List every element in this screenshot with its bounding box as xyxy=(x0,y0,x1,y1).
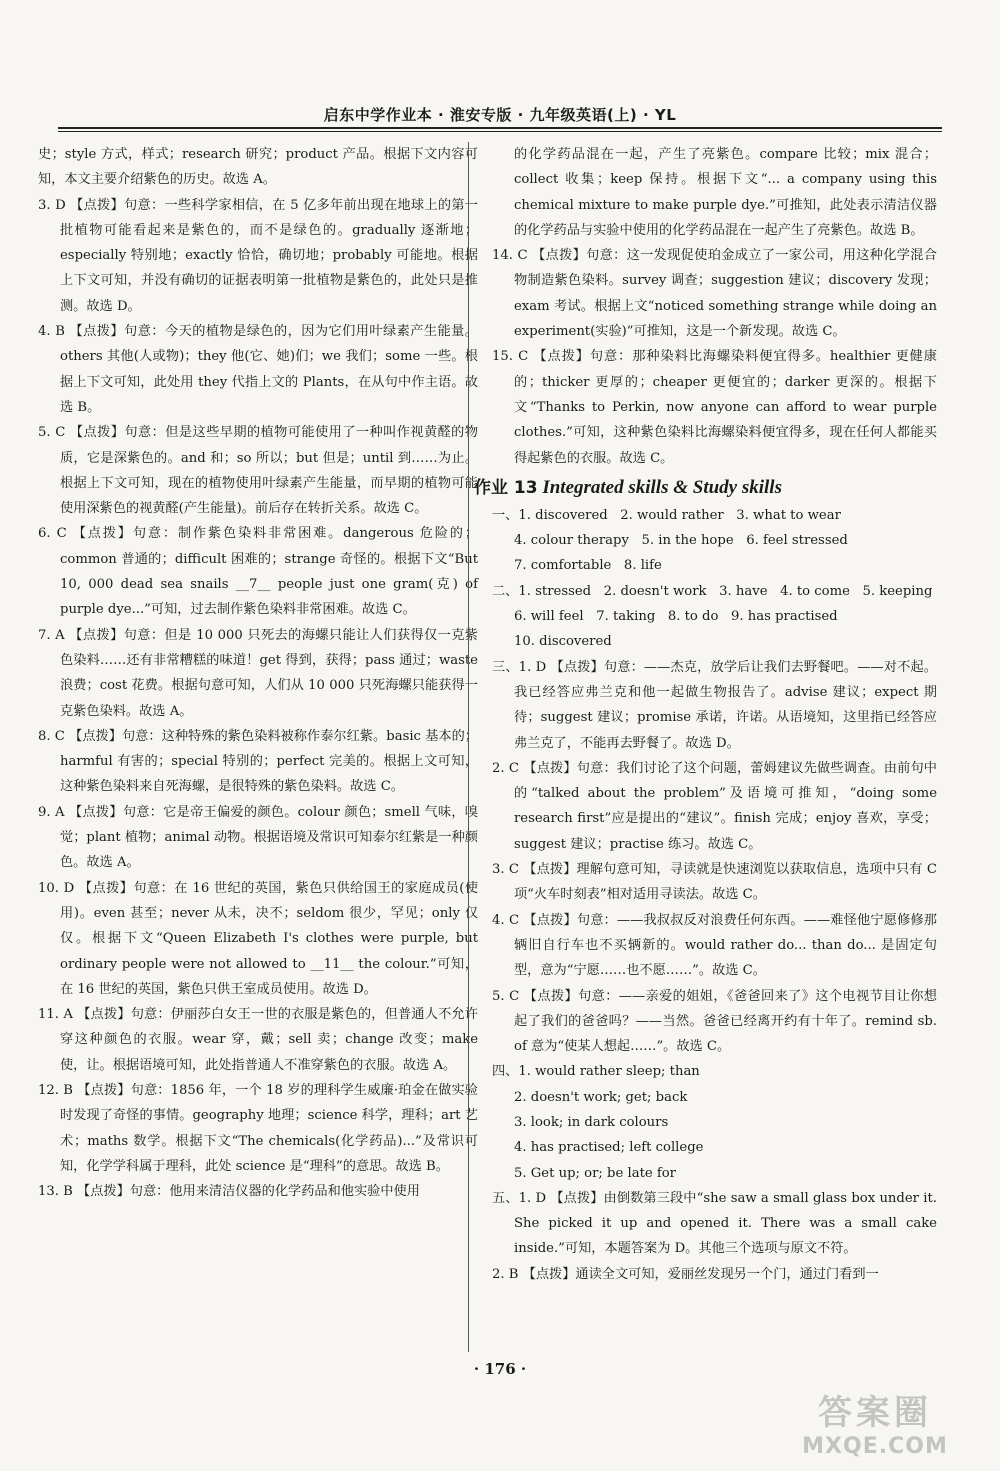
answer-item: 3. C 【点拨】理解句意可知，寻读就是快速浏览以获取信息，选项中只有 C 项“火车时刻表”相对适用寻读法。故选 C。 xyxy=(492,862,937,903)
answer-line: 3. look; in dark colours xyxy=(514,1114,669,1130)
answer-line: 4. colour therapy 5. in the hope 6. feel stressed xyxy=(514,533,848,549)
answer-item: 史；style 方式，样式；research 研究；product 产品。根据下文内容可知，本文主要介绍紫色的历史。故选 A。 xyxy=(38,147,478,188)
answer-item: 10. D 【点拨】句意：在 16 世纪的英国，紫色只供给国王的家庭成员(使用)。even 甚至；never 从未，决不；seldom 很少，罕见；only 仅仅。根据下文“Queen Elizabeth I's clothes were purple, but ordinary people were not allowed to __11__ the colour.”可知，在 16 世纪的英国，紫色只供王室成员使用。故选 D。 xyxy=(38,880,478,997)
answer-item: 7. A 【点拨】句意：但是 10 000 只死去的海螺只能让人们获得仅一克紫色染料……还有非常糟糕的味道！get 得到，获得；pass 通过；waste 浪费；cost 花费。根据句意可知，人们从 10 000 只死海螺只能获得一克紫色染料。故选 A。 xyxy=(38,627,478,719)
section-title xyxy=(474,473,937,503)
header-rule xyxy=(58,127,942,132)
watermark-logo xyxy=(780,1385,970,1459)
answer-item: 2. B 【点拨】通读全文可知，爱丽丝发现另一个门，通过门看到一 xyxy=(492,1266,879,1282)
answer-line: 4. has practised; left college xyxy=(514,1140,704,1156)
answer-item: 13. B 【点拨】句意：他用来清洁仪器的化学药品和他实验中使用 xyxy=(38,1184,420,1200)
answer-line: 6. will feel 7. taking 8. to do 9. has practised xyxy=(514,609,838,625)
right-column xyxy=(474,142,937,1287)
answer-line: 2. doesn't work; get; back xyxy=(514,1089,688,1105)
left-column xyxy=(38,142,478,1204)
answer-item: 4. C 【点拨】句意：——我叔叔反对浪费任何东西。——难怪他宁愿修修那辆旧自行车也不买辆新的。would rather do... than do... 是固定句型，意为“宁愿……也不愿……”。故选 C。 xyxy=(492,912,937,979)
answer-line: 10. discovered xyxy=(514,634,612,650)
answer-line: 二、1. stressed 2. doesn't work 3. have 4. to come 5. keeping xyxy=(492,583,933,599)
answer-item: 三、1. D 【点拨】句意：——杰克，放学后让我们去野餐吧。——对不起。我已经答应弗兰克和他一起做生物报告了。advise 建议；expect 期待；suggest 建议；promise 承诺，许诺。从语境知，这里指已经答应弗兰克了，不能再去野餐了。故选 D。 xyxy=(492,659,937,751)
watermark-url: MXQE.COM xyxy=(802,1434,948,1459)
answer-line: 5. Get up; or; be late for xyxy=(514,1165,676,1181)
column-divider xyxy=(468,142,469,1352)
watermark-text: 答案圈 xyxy=(818,1393,932,1433)
section-prefix: 作业 13 xyxy=(474,477,538,498)
answer-item: 5. C 【点拨】句意：但是这些早期的植物可能使用了一种叫作视黄醛的物质，它是深紫色的。and 和；so 所以；but 但是；until 到……为止。根据上下文可知，现在的植物使用叶绿素产生能量，而早期的植物可能使用深紫色的视黄醛(产生能量)。前后存在转折关系。故选 C。 xyxy=(38,425,478,517)
answer-item: 15. C 【点拨】句意：那种染料比海螺染料便宜得多。healthier 更健康的；thicker 更厚的；cheaper 更便宜的；darker 更深的。根据下文“Thanks to Perkin, now anyone can afford to wear purple clothes.”可知，这种紫色染料比海螺染料便宜得多，现在任何人都能买得起紫色的衣服。故选 C。 xyxy=(492,349,937,466)
answer-item: 的化学药品混在一起，产生了亮紫色。compare 比较；mix 混合；collect 收集；keep 保持。根据下文“... a company using this chemical mixture to make purple dye.”可推知，此处表示清洁仪器的化学药品与实验中使用的化学药品混在一起产生了亮紫色。故选 B。 xyxy=(514,147,937,238)
answer-item: 3. D 【点拨】句意：一些科学家相信，在 5 亿多年前出现在地球上的第一批植物可能看起来是紫色的，而不是绿色的。gradually 逐渐地；especially 特别地；exactly 恰恰，确切地；probably 可能地。根据上下文可知，并没有确切的证据表明第一批植物是紫色的，此处只是推测。故选 D。 xyxy=(38,197,478,314)
section-heading: Integrated skills & Study skills xyxy=(542,476,782,498)
answer-item: 2. C 【点拨】句意：我们讨论了这个问题，蕾姆建议先做些调查。由前句中的“talked about the problem”及语境可推知，“doing some research first”应是提出的“建议”。finish 完成；enjoy 喜欢，享受；suggest 建议；practise 练习。故选 C。 xyxy=(492,760,937,852)
answer-item: 14. C 【点拨】句意：这一发现促使珀金成立了一家公司，用这种化学混合物制造紫色染料。survey 调查；suggestion 建议；discovery 发现；exam 考试。根据上文“noticed something strange while doing an experiment(实验)”可推知，这是一个新发现。故选 C。 xyxy=(492,248,937,340)
answer-item: 11. A 【点拨】句意：伊丽莎白女王一世的衣服是紫色的，但普通人不允许穿这种颜色的衣服。wear 穿，戴；sell 卖；change 改变；make 使，让。根据语境可知，此处指普通人不准穿紫色的衣服。故选 A。 xyxy=(38,1007,478,1073)
answer-line: 7. comfortable 8. life xyxy=(514,558,662,574)
answer-line: 一、1. discovered 2. would rather 3. what to wear xyxy=(492,507,841,523)
answer-item: 9. A 【点拨】句意：它是帝王偏爱的颜色。colour 颜色；smell 气味，嗅觉；plant 植物；animal 动物。根据语境及常识可知泰尔红紫是一种颜色。故选 A。 xyxy=(38,804,478,871)
page-header: 启东中学作业本 · 淮安专版 · 九年级英语(上) · YL xyxy=(323,106,677,124)
page-number: · 176 · xyxy=(473,1360,527,1378)
answer-item: 12. B 【点拨】句意：1856 年，一个 18 岁的理科学生威廉·珀金在做实验时发现了奇怪的事情。geography 地理；science 科学，理科；art 艺术；maths 数学。根据下文“The chemicals(化学药品)...”及常识可知，化学学科属于理科，此处 science 是“理科”的意思。故选 B。 xyxy=(38,1082,478,1174)
answer-item: 五、1. D 【点拨】由倒数第三段中“she saw a small glass box under it. She picked it up and opened it. There was a small cake inside.”可知，本题答案为 D。其他三个选项与原文不符。 xyxy=(492,1190,937,1257)
answer-item: 4. B 【点拨】句意：今天的植物是绿色的，因为它们用叶绿素产生能量。others 其他(人或物)；they 他(它、她)们；we 我们；some 一些。根据上下文可知，此处用 they 代指上文的 Plants，在从句中作主语。故选 B。 xyxy=(38,324,478,415)
answer-item: 6. C 【点拨】句意：制作紫色染料非常困难。dangerous 危险的；common 普通的；difficult 困难的；strange 奇怪的。根据下文“But 10, 000 dead sea snails __7__ people just one gram(克) of purple dye...”可知，过去制作紫色染料非常困难。故选 C。 xyxy=(38,526,478,618)
answer-item: 5. C 【点拨】句意：——亲爱的姐姐，《爸爸回来了》这个电视节目让你想起了我们的爸爸吗？——当然。爸爸已经离开约有十年了。remind sb. of 意为“使某人想起……”。故选 C。 xyxy=(492,988,937,1055)
answer-item: 8. C 【点拨】句意：这种特殊的紫色染料被称作泰尔红紫。basic 基本的；harmful 有害的；special 特别的；perfect 完美的。根据上文可知，这种紫色染料来自死海螺，是很特殊的紫色染料。故选 C。 xyxy=(38,728,478,795)
answer-line: 四、1. would rather sleep; than xyxy=(492,1064,700,1080)
